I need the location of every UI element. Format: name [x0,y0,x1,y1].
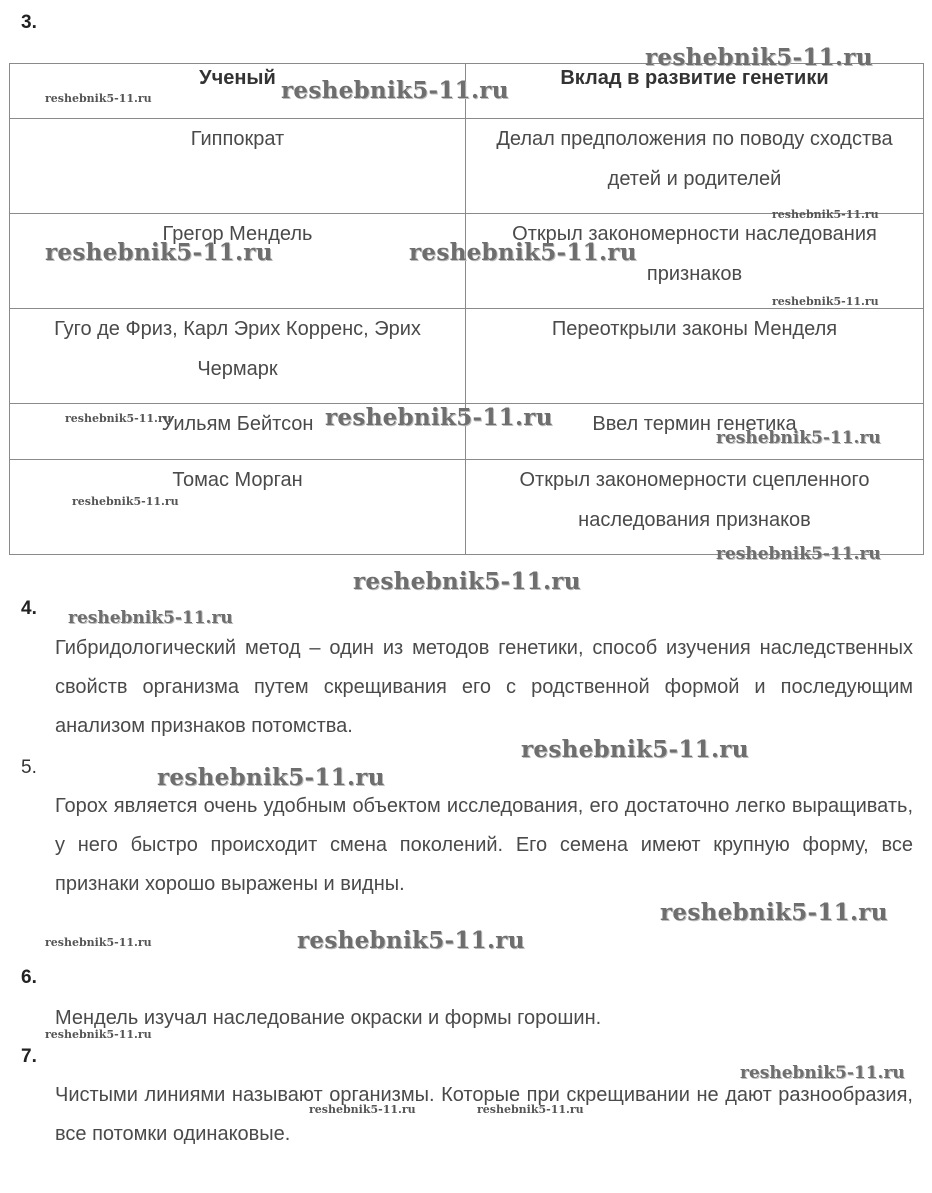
watermark: reshebnik5-11.ru [281,77,509,104]
table-header-contribution: Вклад в развитие генетики [466,64,924,119]
table-row [10,404,924,460]
table-row [10,460,924,555]
table-cell-scientist: Уильям Бейтсон [10,404,466,460]
watermark: reshebnik5-11.ru [716,544,881,564]
table-cell-scientist: Грегор Мендель [10,214,466,309]
watermark: reshebnik5-11.ru [325,404,553,431]
table-cell-contribution: Переоткрыли законы Менделя [466,309,924,404]
section-number-3: 3. [21,12,37,33]
watermark: reshebnik5-11.ru [645,44,873,71]
answer-5-text: Горох является очень удобным объектом исследования, его достаточно легко выращивать, у него быстро происходит смена поколений. Его семена имеют крупную форму, все признаки хорошо выражены и видны. [55,795,913,895]
watermark: reshebnik5-11.ru [477,1103,584,1116]
table-cell-scientist: Гиппократ [10,119,466,214]
watermark: reshebnik5-11.ru [409,239,637,266]
table-cell-contribution: Открыл закономерности сцепленного наследования признаков [466,460,924,555]
section-number-6: 6. [21,967,37,988]
answer-4-text: Гибридологический метод – один из методов генетики, способ изучения наследственных свойств организма путем скрещивания его с родственной формой и последующим анализом признаков потомства. [55,637,913,737]
watermark: reshebnik5-11.ru [157,764,385,791]
genetics-contribution-table [9,63,924,555]
watermark: reshebnik5-11.ru [297,927,525,954]
watermark: reshebnik5-11.ru [772,295,879,308]
watermark: reshebnik5-11.ru [309,1103,416,1116]
watermark: reshebnik5-11.ru [72,495,179,508]
answer-6-text: Мендель изучал наследование окраски и формы горошин. [55,1007,602,1029]
table-header-scientist: Ученый [10,64,466,119]
watermark: reshebnik5-11.ru [68,608,233,628]
watermark: reshebnik5-11.ru [45,936,152,949]
watermark: reshebnik5-11.ru [353,568,581,595]
watermark: reshebnik5-11.ru [716,428,881,448]
table-cell-scientist: Гуго де Фриз, Карл Эрих Корренс, Эрих Чермарк [10,309,466,404]
table-cell-contribution: Делал предположения по поводу сходства детей и родителей [466,119,924,214]
watermark: reshebnik5-11.ru [521,736,749,763]
watermark: reshebnik5-11.ru [740,1063,905,1083]
watermark: reshebnik5-11.ru [65,412,172,425]
watermark: reshebnik5-11.ru [45,1028,152,1041]
table-cell-scientist: Томас Морган [10,460,466,555]
watermark: reshebnik5-11.ru [45,239,273,266]
table-row [10,214,924,309]
section-number-4: 4. [21,598,37,619]
table-cell-contribution: Ввел термин генетика [466,404,924,460]
watermark: reshebnik5-11.ru [772,208,879,221]
table-cell-contribution: Открыл закономерности наследования признаков [466,214,924,309]
watermark: reshebnik5-11.ru [45,92,152,105]
answer-7-text: Чистыми линиями называют организмы. Которые при скрещивании не дают разнообразия, все потомки одинаковые. [55,1084,913,1145]
watermark: reshebnik5-11.ru [660,899,888,926]
section-number-5: 5. [21,757,37,778]
section-number-7: 7. [21,1046,37,1067]
table-header-row [10,64,924,119]
table-row [10,309,924,404]
table-row [10,119,924,214]
